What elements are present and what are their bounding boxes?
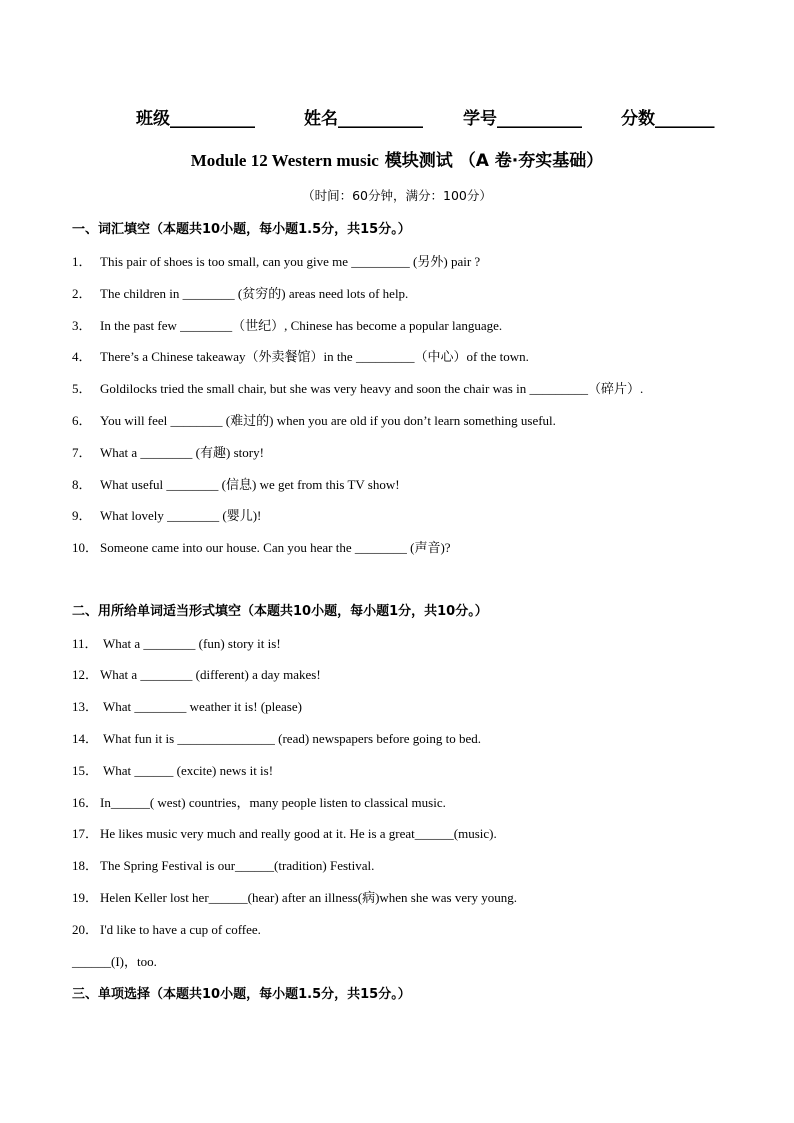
question-text: In______( west) countries，many people listen to classical music. (100, 795, 446, 810)
question-text: What ______ (excite) news it is! (100, 763, 274, 778)
question-text: Goldilocks tried the small chair, but she was very heavy and soon the chair was in _________（碎片）. (100, 381, 644, 396)
question-4 (72, 346, 529, 365)
question-2 (72, 283, 408, 302)
question-text: What lovely ________ (婴儿)! (100, 508, 262, 523)
question-text: What a ________ (different) a day makes! (100, 667, 321, 682)
question-number: 11． (72, 636, 98, 651)
question-number: 5． (72, 381, 92, 396)
question-number: 8． (72, 477, 92, 492)
question-6 (72, 410, 556, 429)
question-number: 18． (72, 858, 99, 873)
question-11 (72, 633, 281, 652)
section-heading-3: 三、单项选择（本题共10小题，每小题1.5分，共15分。） (72, 987, 411, 1002)
question-14 (72, 728, 481, 747)
question-20-continuation: ______(I)，too. (72, 954, 157, 969)
question-text: What a ________ (有趣) story! (100, 445, 264, 460)
question-12 (72, 664, 321, 683)
question-5 (72, 378, 643, 397)
question-number: 12． (72, 667, 99, 682)
question-19 (72, 887, 517, 906)
question-8 (72, 474, 400, 493)
question-text: What useful ________ (信息) we get from this TV show! (100, 477, 400, 492)
question-7 (72, 442, 264, 461)
question-3 (72, 315, 502, 334)
page-title (0, 146, 794, 171)
question-9 (72, 505, 261, 524)
question-text: What ________ weather it is! (please) (100, 699, 302, 714)
exam-time-info: （时间：60分钟，满分：100分） (302, 188, 492, 203)
question-number: 1． (72, 254, 92, 269)
question-number: 13． (72, 699, 99, 714)
student-id-field[interactable]: 学号__________ (463, 109, 582, 129)
question-number: 16． (72, 795, 99, 810)
question-number: 15． (72, 763, 99, 778)
question-text: This pair of shoes is too small, can you give me _________ (另外) pair ? (100, 254, 481, 269)
question-text: He likes music very much and really good at it. He is a great______(music). (100, 826, 497, 841)
question-text: In the past few ________（世纪）, Chinese has become a popular language. (100, 318, 503, 333)
name-field[interactable]: 姓名__________ (304, 109, 423, 129)
question-text: Helen Keller lost her______(hear) after an illness(病)when she was very young. (100, 890, 517, 905)
title-chinese: 模块测试 （A 卷·夯实基础） (378, 151, 604, 171)
section-heading-2: 二、用所给单词适当形式填空（本题共10小题，每小题1分，共10分。） (72, 604, 488, 619)
question-number: 19． (72, 890, 99, 905)
question-17 (72, 823, 497, 842)
question-text: The children in ________ (贫穷的) areas need lots of help. (100, 286, 409, 301)
question-number: 7． (72, 445, 92, 460)
question-number: 20． (72, 922, 99, 937)
question-number: 4． (72, 349, 92, 364)
question-15 (72, 760, 273, 779)
question-text: What fun it is _______________ (read) newspapers before going to bed. (100, 731, 482, 746)
question-text: What a ________ (fun) story it is! (100, 636, 281, 651)
question-text: I'd like to have a cup of coffee. (100, 922, 261, 937)
question-number: 3． (72, 318, 92, 333)
question-number: 2． (72, 286, 92, 301)
question-13 (72, 696, 302, 715)
question-1 (72, 251, 480, 270)
question-number: 14． (72, 731, 99, 746)
question-text: Someone came into our house. Can you hear the ________ (声音)? (100, 540, 451, 555)
question-text: There’s a Chinese takeaway（外卖餐馆）in the _________（中心）of the town. (100, 349, 529, 364)
question-number: 6． (72, 413, 92, 428)
question-20 (72, 919, 261, 938)
question-text: You will feel ________ (难过的) when you are old if you don’t learn something useful. (100, 413, 556, 428)
score-field[interactable]: 分数_______ (621, 109, 715, 129)
question-text: The Spring Festival is our______(tradition) Festival. (100, 858, 375, 873)
class-field[interactable]: 班级__________ (136, 109, 255, 129)
section-heading-1: 一、词汇填空（本题共10小题，每小题1.5分，共15分。） (72, 222, 411, 237)
question-number: 10． (72, 540, 99, 555)
question-10 (72, 537, 451, 556)
question-number: 9． (72, 508, 92, 523)
title-english: Module 12 Western music (190, 151, 379, 170)
question-16 (72, 792, 446, 811)
question-18 (72, 855, 374, 874)
question-number: 17． (72, 826, 99, 841)
